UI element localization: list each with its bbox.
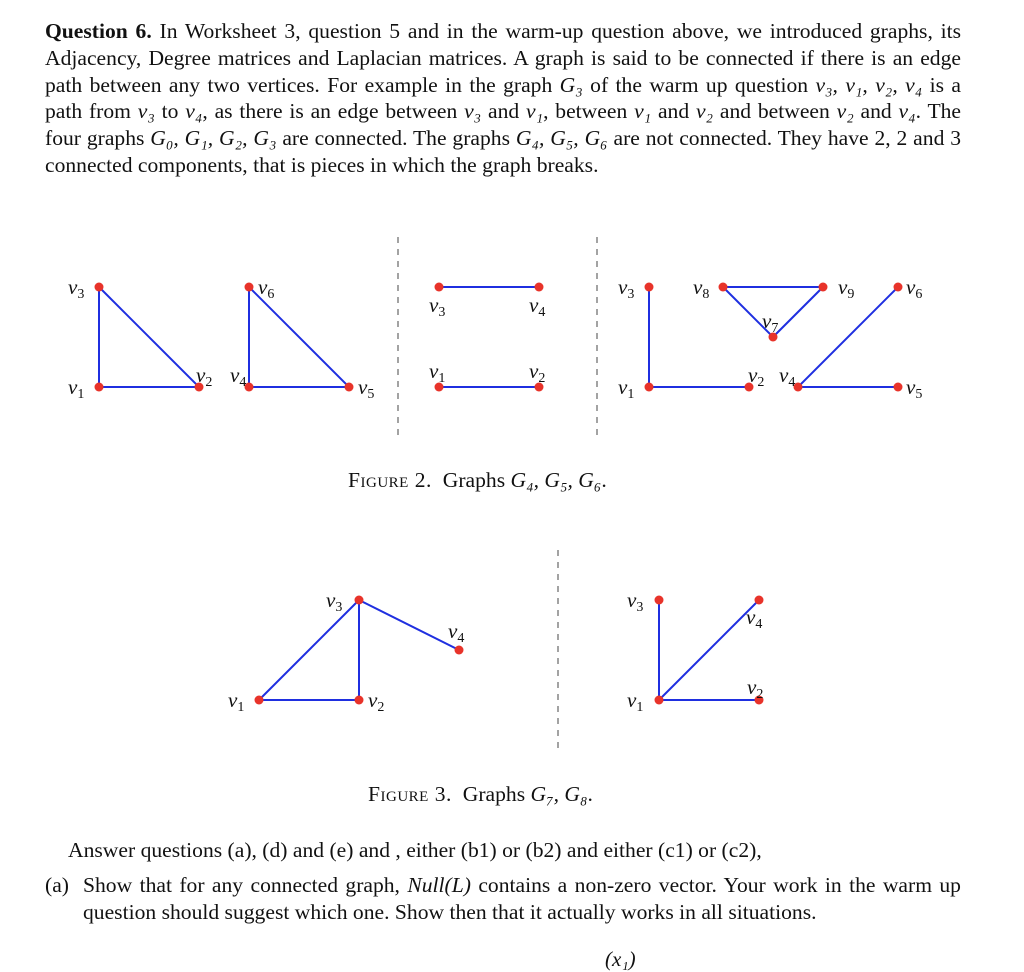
inline-text: , between (543, 99, 635, 124)
g7-vertex-label-v2: v2 (368, 688, 385, 715)
figure2-caption-math: G₄, G₅, G₆ (510, 468, 602, 492)
g8-vertex-label-v1: v1 (627, 688, 644, 715)
g4-vertex-label-v1: v1 (68, 375, 85, 402)
g6-vertex-label-v5: v5 (906, 375, 923, 402)
g4-vertex-v1 (95, 383, 104, 392)
inline-math: v₃ (464, 99, 482, 124)
inline-math: v₄ (898, 99, 916, 124)
g4-vertex-v3 (95, 283, 104, 292)
g6-vertex-label-v4: v4 (779, 363, 796, 390)
inline-text: and (481, 99, 526, 124)
figure3-caption-math: G₇, G₈ (530, 782, 588, 806)
inline-text: are not connected. They have 2, 2 and 3 connected components, that is pieces in which the graph breaks. (45, 126, 962, 177)
g5-vertex-label-v2: v2 (529, 359, 546, 386)
g6-vertex-v9 (819, 283, 828, 292)
g8-edge-v1-v4 (659, 600, 759, 700)
g5-vertex-v4 (535, 283, 544, 292)
g4-edge-v3-v2 (99, 287, 199, 387)
inline-text: In Worksheet 3, question 5 and in the warm-up question above, we introduced graphs, its Adjacency, Degree matrices and Laplacian matrices. A graph is said to be connected if there is an edge path between any two vertices. For example in the graph (45, 19, 961, 97)
inline-text: , as there is an edge between (202, 99, 465, 124)
inline-math: v₄ (185, 99, 203, 124)
g6-vertex-label-v2: v2 (748, 363, 765, 390)
figure2-caption-text: Graphs (442, 468, 511, 492)
figure3-caption (368, 782, 593, 807)
g8-vertex-v4 (755, 596, 764, 605)
g7-vertex-label-v1: v1 (228, 688, 245, 715)
inline-text: is a path from (45, 72, 961, 124)
inline-text: of the warm up question (582, 72, 816, 97)
g6-vertex-v6 (894, 283, 903, 292)
g8-vertex-label-v3: v3 (627, 588, 644, 615)
g7-edge-v3-v4 (359, 600, 459, 650)
figure3-caption-text: Graphs (462, 782, 531, 806)
g7-vertex-v2 (355, 696, 364, 705)
g6-vertex-v1 (645, 383, 654, 392)
figure3-caption-end: . (587, 782, 593, 806)
g6-vertex-label-v6: v6 (906, 275, 923, 302)
inline-text: and between (713, 99, 837, 124)
g4-vertex-label-v2: v2 (196, 363, 213, 390)
g4-vertex-label-v5: v5 (358, 375, 375, 402)
g7-vertex-label-v3: v3 (326, 588, 343, 615)
g5-vertex-label-v3: v3 (429, 293, 446, 320)
g8-vertex-label-v4: v4 (746, 605, 763, 632)
figure2-caption-end: . (601, 468, 607, 492)
inline-math: v₃ (137, 99, 155, 124)
figure2-caption-label: Figure 2. (348, 468, 432, 492)
inline-text: and (853, 99, 899, 124)
item-a-math: Null(L) (407, 873, 471, 897)
g4-vertex-label-v3: v3 (68, 275, 85, 302)
g6-vertex-v8 (719, 283, 728, 292)
cutoff-vector-top: (x₁) (605, 947, 636, 971)
inline-math: v₂ (836, 99, 854, 124)
inline-math: v₂ (695, 99, 714, 124)
g4-vertex-label-v6: v6 (258, 275, 275, 302)
g4-vertex-v6 (245, 283, 254, 292)
inline-math: v₁ (634, 99, 652, 124)
g7-vertex-v3 (355, 596, 364, 605)
g4-vertex-label-v4: v4 (230, 363, 247, 390)
g6-edge-v4-v6 (798, 287, 898, 387)
g8-vertex-label-v2: v2 (747, 675, 764, 702)
inline-text: are connected. The graphs (276, 126, 516, 151)
g7-vertex-v1 (255, 696, 264, 705)
inline-text: and (651, 99, 696, 124)
g8-vertex-v3 (655, 596, 664, 605)
g7-vertex-label-v4: v4 (448, 619, 465, 646)
item-a-body (83, 872, 961, 926)
inline-math: G₄, G₅, G₆ (515, 126, 608, 151)
instructions: Answer questions (a), (d) and (e) and , either (b1) or (b2) and either (c1) or (c2), (68, 838, 762, 862)
item-a-text-before: Show that for any connected graph, (83, 873, 408, 897)
g6-vertex-label-v7: v7 (762, 309, 779, 336)
g6-vertex-label-v1: v1 (618, 375, 635, 402)
g4-vertex-v5 (345, 383, 354, 392)
g5-vertex-label-v4: v4 (529, 293, 546, 320)
g6-vertex-label-v3: v3 (618, 275, 635, 302)
g5-vertex-v3 (435, 283, 444, 292)
figure2-caption (348, 468, 607, 493)
g6-vertex-label-v8: v8 (693, 275, 710, 302)
question-item-a (45, 872, 961, 926)
inline-text: to (154, 99, 186, 124)
inline-math: v₃, v₁, v₂, v₄ (815, 72, 923, 97)
item-a-label: (a) (45, 873, 69, 897)
g5-vertex-label-v1: v1 (429, 359, 446, 386)
inline-text: . The four graphs (45, 99, 962, 151)
g7-vertex-v4 (455, 646, 464, 655)
g6-vertex-label-v9: v9 (838, 275, 855, 302)
question-heading: Question 6. (45, 19, 152, 43)
g6-vertex-v5 (894, 383, 903, 392)
item-a-text-after: contains a non-zero vector. Your work in the warm up question should suggest which one. Show then that it actually works in all situations. (83, 873, 961, 924)
inline-math: v₁ (526, 99, 544, 124)
figure3-caption-label: Figure 3. (368, 782, 452, 806)
g6-vertex-v3 (645, 283, 654, 292)
inline-math: G₃ (559, 72, 583, 97)
g8-vertex-v1 (655, 696, 664, 705)
g7-edge-v3-v1 (259, 600, 359, 700)
g4-edge-v6-v5 (249, 287, 349, 387)
inline-math: G₀, G₁, G₂, G₃ (150, 126, 277, 151)
g6-edge-v9-v7 (773, 287, 823, 337)
